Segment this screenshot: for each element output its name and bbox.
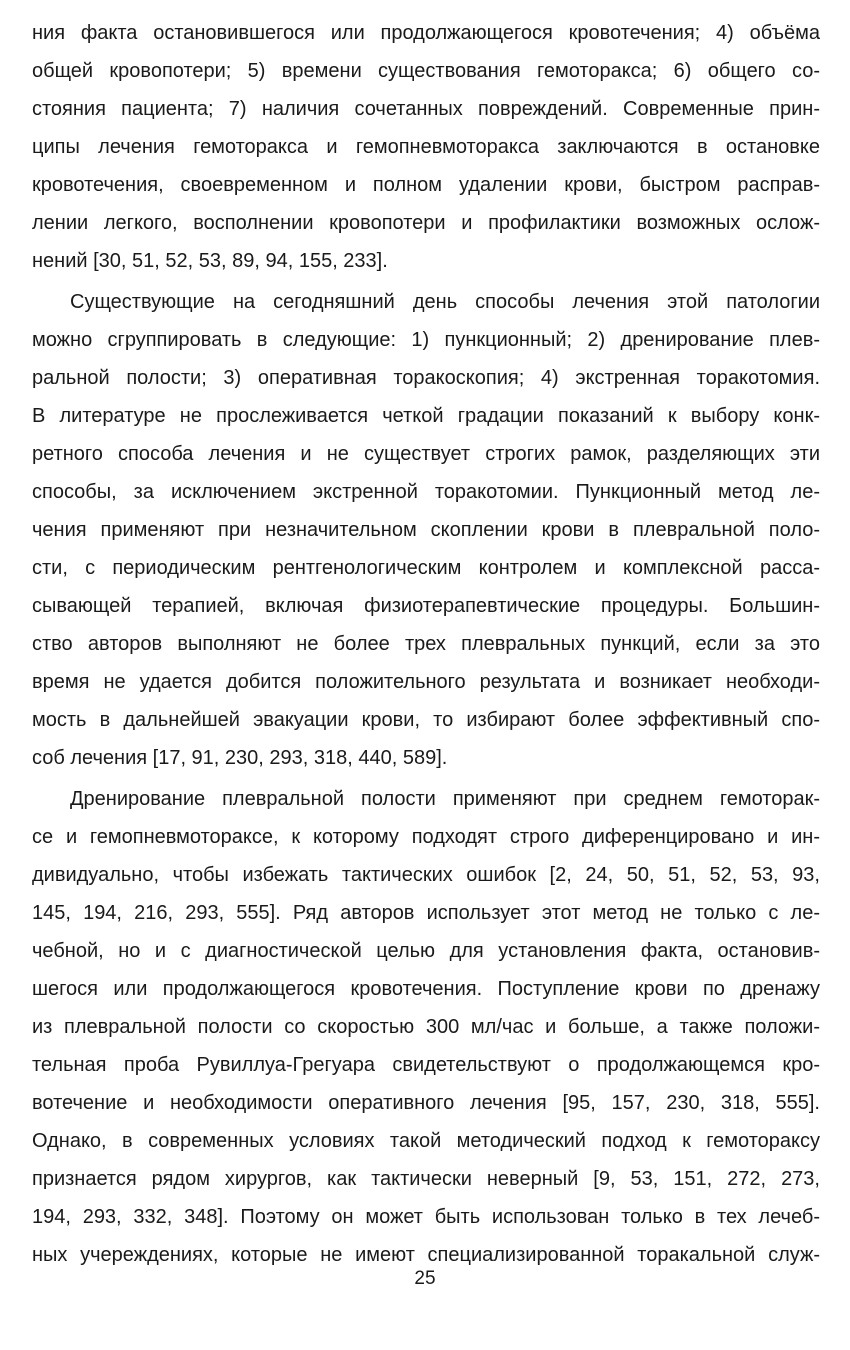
text-line: Однако, в современных условиях такой методический подход к гемотораксу xyxy=(32,1130,820,1152)
text-line: 194, 293, 332, 348]. Поэтому он может быть использован только в тех лечеб- xyxy=(32,1206,820,1228)
text-line: можно сгруппировать в следующие: 1) пункционный; 2) дренирование плев- xyxy=(32,329,820,351)
text-line: вотечение и необходимости оперативного лечения [95, 157, 230, 318, 555]. xyxy=(32,1092,820,1114)
text-line: нений [30, 51, 52, 53, 89, 94, 155, 233]. xyxy=(32,250,388,272)
text-line: из плевральной полости со скоростью 300 мл/час и больше, а также положи- xyxy=(32,1016,820,1038)
text-line: ния факта остановившегося или продолжающегося кровотечения; 4) объёма xyxy=(32,22,820,44)
text-line: время не удается добится положительного результата и возникает необходи- xyxy=(32,671,820,693)
text-line: способы, за исключением экстренной торакотомии. Пункционный метод ле- xyxy=(32,481,820,503)
text-line: Дренирование плевральной полости применяют при среднем гемоторак- xyxy=(70,788,820,810)
text-line: се и гемопневмотораксе, к которому подходят строго диференцировано и ин- xyxy=(32,826,820,848)
text-line: дивидуально, чтобы избежать тактических ошибок [2, 24, 50, 51, 52, 53, 93, xyxy=(32,864,820,886)
text-line: В литературе не прослеживается четкой градации показаний к выбору конк- xyxy=(32,405,820,427)
text-line: тельная проба Рувиллуа-Грегуара свидетельствуют о продолжающемся кро- xyxy=(32,1054,820,1076)
text-line: сывающей терапией, включая физиотерапевтические процедуры. Большин- xyxy=(32,595,820,617)
text-line: лении легкого, восполнении кровопотери и профилактики возможных ослож- xyxy=(32,212,820,234)
text-line: ство авторов выполняют не более трех плевральных пункций, если за это xyxy=(32,633,820,655)
text-line: признается рядом хирургов, как тактически неверный [9, 53, 151, 272, 273, xyxy=(32,1168,820,1190)
text-line: чебной, но и с диагностической целью для установления факта, остановив- xyxy=(32,940,820,962)
text-line: сти, с периодическим рентгенологическим контролем и комплексной расса- xyxy=(32,557,820,579)
text-line: общей кровопотери; 5) времени существования гемоторакса; 6) общего со- xyxy=(32,60,820,82)
text-line: кровотечения, своевременном и полном удалении крови, быстром расправ- xyxy=(32,174,820,196)
text-line: Существующие на сегодняшний день способы лечения этой патологии xyxy=(70,291,820,313)
text-line: 145, 194, 216, 293, 555]. Ряд авторов использует этот метод не только с ле- xyxy=(32,902,820,924)
text-line: мость в дальнейшей эвакуации крови, то избирают более эффективный спо- xyxy=(32,709,820,731)
text-line: ретного способа лечения и не существует строгих рамок, разделяющих эти xyxy=(32,443,820,465)
text-line: соб лечения [17, 91, 230, 293, 318, 440, 589]. xyxy=(32,747,448,769)
text-line: ных учереждениях, которые не имеют специализированной торакальной служ- xyxy=(32,1244,820,1266)
text-line: чения применяют при незначительном скоплении крови в плевральной поло- xyxy=(32,519,820,541)
text-line: шегося или продолжающегося кровотечения. Поступление крови по дренажу xyxy=(32,978,820,1000)
text-line: ральной полости; 3) оперативная торакоскопия; 4) экстренная торакотомия. xyxy=(32,367,820,389)
text-line: стояния пациента; 7) наличия сочетанных повреждений. Современные прин- xyxy=(32,98,820,120)
page-number: 25 xyxy=(414,1268,436,1289)
text-line: ципы лечения гемоторакса и гемопневмоторакса заключаются в остановке xyxy=(32,136,820,158)
